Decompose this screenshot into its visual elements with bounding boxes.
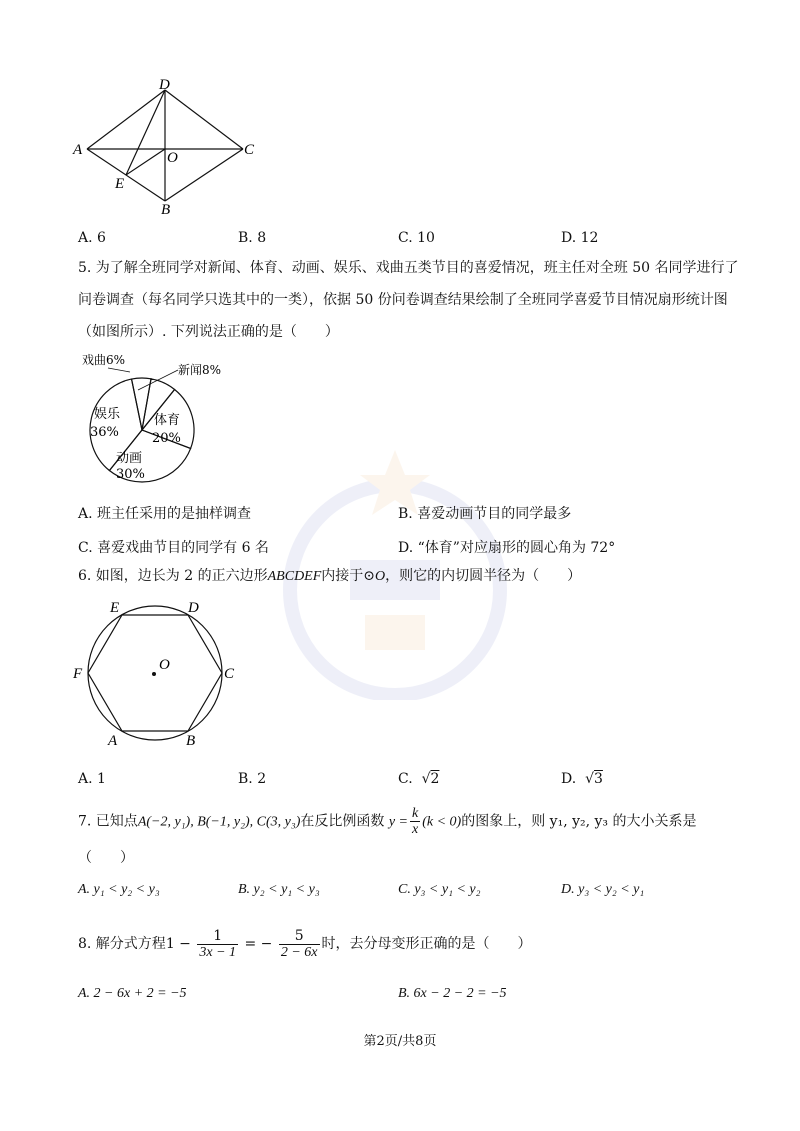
q4-option-c: C. 10: [398, 230, 435, 246]
q6-option-b: B. 2: [238, 771, 267, 787]
q5-line3: （如图所示）. 下列说法正确的是（ ）: [78, 324, 339, 340]
q7-stem: 7. 已知点A(−2, y₁), B(−1, y₂), C(3, y₃)在反比例函数 y = $\frac{k}{x}$ (k < 0)的图象上，则 y₁, y₂, y₃ 的大小关系是: [78, 806, 697, 837]
label-O: O: [167, 150, 178, 166]
label-D: D: [159, 78, 170, 93]
label-C: C: [224, 666, 235, 682]
q6-option-a: A. 1: [78, 771, 106, 787]
hexagon-figure: [70, 595, 250, 755]
label-O: O: [159, 657, 170, 673]
page-footer: 第2页/共8页: [363, 1034, 437, 1049]
label-C: C: [244, 142, 255, 158]
label-B: B: [161, 202, 171, 218]
q4-option-b: B. 8: [238, 230, 267, 246]
q8-stem: 8. 解分式方程1 − $\frac{1}{3x - 1}$ = − $\frac{5}{2 - 6x}$ 时，去分母变形正确的是（ ）: [78, 927, 532, 960]
q5-option-b: B. 喜爱动画节目的同学最多: [398, 506, 572, 522]
q7-option-c: C. y₃ < y₁ < y₂: [398, 882, 481, 897]
q5-line2: 问卷调查（每名同学只选其中的一类），依据 50 份问卷调查结果绘制了全班同学喜爱节目情况扇形统计图: [78, 292, 728, 308]
q7-option-b: B. y₂ < y₁ < y₃: [238, 882, 320, 897]
q5-option-d: D. “体育”对应扇形的圆心角为 72°: [398, 540, 616, 556]
q7-paren: （ ）: [78, 850, 134, 866]
label-B: B: [186, 733, 196, 749]
q5-line1: 5. 为了解全班同学对新闻、体育、动画、娱乐、戏曲五类节目的喜爱情况，班主任对全班 50 名同学进行了: [78, 260, 739, 276]
label-anim-pct: 30%: [116, 467, 145, 482]
q7-option-d: D. y₃ < y₂ < y₁: [561, 882, 645, 897]
q4-option-a: A. 6: [78, 230, 106, 246]
label-ent-pct: 36%: [90, 425, 119, 440]
q8-option-a: A. 2 − 6x + 2 = −5: [78, 986, 187, 1001]
label-A: A: [73, 142, 83, 158]
label-news: 新闻8%: [178, 363, 222, 377]
label-ent-name: 娱乐: [94, 407, 121, 422]
q5-option-c: C. 喜爱戏曲节目的同学有 6 名: [78, 540, 269, 556]
label-sport-name: 体育: [154, 413, 181, 428]
pie-chart: [70, 350, 240, 490]
q6-option-c: C. √2: [398, 771, 440, 787]
q6-option-d: D. √3: [561, 771, 603, 787]
label-anim-name: 动画: [116, 451, 143, 466]
label-opera: 戏曲6%: [82, 353, 126, 367]
label-E: E: [115, 176, 125, 192]
rhombus-figure: [70, 78, 270, 218]
label-F: F: [73, 666, 83, 682]
label-sport-pct: 20%: [152, 431, 181, 446]
q5-option-a: A. 班主任采用的是抽样调查: [78, 506, 252, 522]
q8-option-b: B. 6x − 2 − 2 = −5: [398, 986, 507, 1001]
label-A: A: [108, 733, 118, 749]
label-D: D: [188, 600, 199, 616]
q7-option-a: A. y₁ < y₂ < y₃: [78, 882, 160, 897]
label-E: E: [110, 600, 120, 616]
q4-option-d: D. 12: [561, 230, 599, 246]
q6-stem: 6. 如图，边长为 2 的正六边形ABCDEF内接于⊙O，则它的内切圆半径为（ ）: [78, 568, 582, 584]
